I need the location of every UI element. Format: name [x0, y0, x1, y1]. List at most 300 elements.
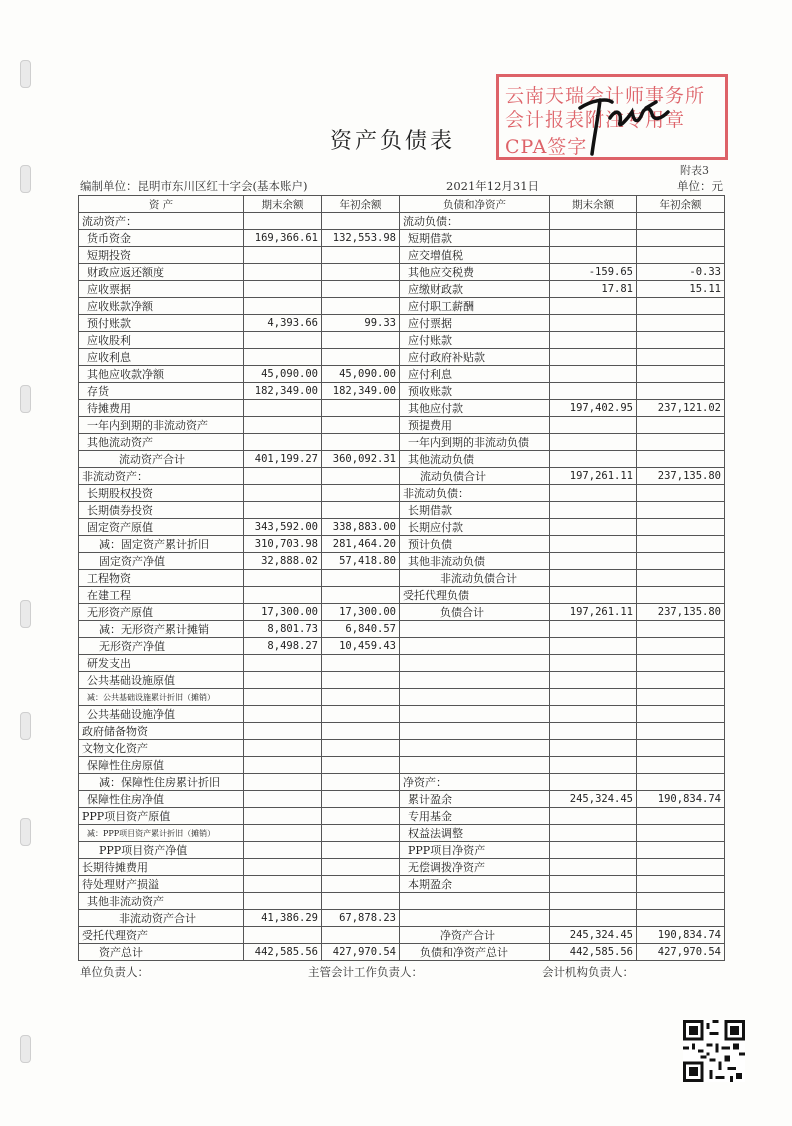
liability-ending-balance: [550, 383, 637, 400]
liability-beginning-balance: [637, 757, 725, 774]
liability-beginning-balance: 237,135.80: [637, 468, 725, 485]
liability-ending-balance: [550, 451, 637, 468]
asset-label: 短期投资: [79, 247, 244, 264]
liability-label: 流动负债：: [400, 213, 550, 230]
liability-beginning-balance: [637, 876, 725, 893]
liability-ending-balance: [550, 298, 637, 315]
liability-beginning-balance: [637, 247, 725, 264]
asset-beginning-balance: 6,840.57: [322, 621, 400, 638]
asset-label: 公共基础设施原值: [79, 672, 244, 689]
asset-ending-balance: 17,300.00: [244, 604, 322, 621]
asset-beginning-balance: [322, 570, 400, 587]
liability-ending-balance: 442,585.56: [550, 944, 637, 961]
table-row: [79, 332, 725, 349]
column-header: 期末余额: [244, 196, 322, 213]
asset-beginning-balance: [322, 791, 400, 808]
asset-ending-balance: 442,585.56: [244, 944, 322, 961]
liability-ending-balance: [550, 315, 637, 332]
liability-ending-balance: [550, 740, 637, 757]
table-row: [79, 774, 725, 791]
liability-ending-balance: [550, 485, 637, 502]
liability-ending-balance: [550, 876, 637, 893]
asset-ending-balance: [244, 689, 322, 706]
asset-ending-balance: [244, 655, 322, 672]
page-title: 资产负债表: [330, 129, 456, 154]
binder-hole: [20, 60, 31, 88]
asset-beginning-balance: [322, 213, 400, 230]
liability-ending-balance: [550, 655, 637, 672]
liability-ending-balance: 197,261.11: [550, 468, 637, 485]
table-row: [79, 298, 725, 315]
asset-label: 受托代理资产: [79, 927, 244, 944]
table-row: [79, 570, 725, 587]
liability-beginning-balance: [637, 553, 725, 570]
liability-label: 应付利息: [400, 366, 550, 383]
asset-beginning-balance: [322, 349, 400, 366]
liability-ending-balance: [550, 723, 637, 740]
asset-label: 非流动资产合计: [79, 910, 244, 927]
asset-label: 待处理财产损溢: [79, 876, 244, 893]
asset-ending-balance: [244, 825, 322, 842]
asset-ending-balance: [244, 706, 322, 723]
liability-ending-balance: [550, 859, 637, 876]
asset-label: 应收账款净额: [79, 298, 244, 315]
liability-label: [400, 757, 550, 774]
balance-sheet-table: [78, 195, 725, 961]
table-row: [79, 400, 725, 417]
asset-beginning-balance: [322, 740, 400, 757]
asset-beginning-balance: 10,459.43: [322, 638, 400, 655]
asset-label: PPP项目资产原值: [79, 808, 244, 825]
liability-beginning-balance: [637, 349, 725, 366]
binder-hole: [20, 712, 31, 740]
liability-ending-balance: 197,261.11: [550, 604, 637, 621]
liability-label: 应付票据: [400, 315, 550, 332]
asset-ending-balance: 8,801.73: [244, 621, 322, 638]
form-number: 附表3: [680, 164, 709, 177]
liability-label: 应付职工薪酬: [400, 298, 550, 315]
asset-ending-balance: [244, 927, 322, 944]
table-row: [79, 740, 725, 757]
liability-ending-balance: [550, 757, 637, 774]
column-header: 负债和净资产: [400, 196, 550, 213]
binder-hole: [20, 1035, 31, 1063]
asset-ending-balance: [244, 740, 322, 757]
liability-beginning-balance: [637, 842, 725, 859]
table-row: [79, 349, 725, 366]
liability-ending-balance: 245,324.45: [550, 791, 637, 808]
asset-beginning-balance: 360,092.31: [322, 451, 400, 468]
table-row: [79, 706, 725, 723]
liability-label: 其他应交税费: [400, 264, 550, 281]
asset-ending-balance: [244, 757, 322, 774]
table-row: [79, 825, 725, 842]
asset-ending-balance: [244, 672, 322, 689]
asset-label: 应收票据: [79, 281, 244, 298]
asset-label: 保障性住房净值: [79, 791, 244, 808]
liability-ending-balance: [550, 587, 637, 604]
asset-label: 长期股权投资: [79, 485, 244, 502]
liability-label: 受托代理负债: [400, 587, 550, 604]
binder-hole: [20, 165, 31, 193]
liability-beginning-balance: [637, 366, 725, 383]
liability-label: [400, 740, 550, 757]
table-row: [79, 519, 725, 536]
table-row: [79, 842, 725, 859]
stamp-line-2: 会计报表附注专用章: [505, 109, 686, 131]
asset-label: 减：无形资产累计摊销: [79, 621, 244, 638]
column-header: 资 产: [79, 196, 244, 213]
asset-label: 在建工程: [79, 587, 244, 604]
table-row: [79, 689, 725, 706]
table-row: [79, 587, 725, 604]
asset-ending-balance: 32,888.02: [244, 553, 322, 570]
liability-beginning-balance: [637, 621, 725, 638]
liability-beginning-balance: [637, 383, 725, 400]
table-row: [79, 213, 725, 230]
asset-beginning-balance: [322, 825, 400, 842]
asset-beginning-balance: 132,553.98: [322, 230, 400, 247]
signature: [572, 78, 682, 158]
table-row: [79, 264, 725, 281]
asset-ending-balance: [244, 213, 322, 230]
asset-ending-balance: [244, 859, 322, 876]
report-date: 2021年12月31日: [446, 179, 540, 193]
liability-label: 应交增值税: [400, 247, 550, 264]
liability-label: 负债合计: [400, 604, 550, 621]
asset-beginning-balance: 182,349.00: [322, 383, 400, 400]
liability-beginning-balance: [637, 740, 725, 757]
liability-label: PPP项目净资产: [400, 842, 550, 859]
liability-label: 应付政府补贴款: [400, 349, 550, 366]
liability-label: 其他应付款: [400, 400, 550, 417]
liability-ending-balance: [550, 774, 637, 791]
asset-label: 其他流动资产: [79, 434, 244, 451]
asset-ending-balance: 4,393.66: [244, 315, 322, 332]
asset-ending-balance: 182,349.00: [244, 383, 322, 400]
asset-ending-balance: [244, 349, 322, 366]
asset-label: 工程物资: [79, 570, 244, 587]
liability-ending-balance: [550, 570, 637, 587]
liability-beginning-balance: 190,834.74: [637, 927, 725, 944]
table-row: [79, 383, 725, 400]
liability-label: [400, 621, 550, 638]
asset-beginning-balance: 427,970.54: [322, 944, 400, 961]
liability-beginning-balance: [637, 213, 725, 230]
table-row: [79, 434, 725, 451]
liability-ending-balance: [550, 842, 637, 859]
liability-beginning-balance: [637, 655, 725, 672]
asset-beginning-balance: [322, 689, 400, 706]
asset-beginning-balance: [322, 842, 400, 859]
liability-beginning-balance: 237,135.80: [637, 604, 725, 621]
table-row: [79, 451, 725, 468]
liability-ending-balance: 17.81: [550, 281, 637, 298]
liability-ending-balance: [550, 910, 637, 927]
liability-beginning-balance: [637, 519, 725, 536]
asset-beginning-balance: [322, 587, 400, 604]
liability-ending-balance: [550, 519, 637, 536]
liability-ending-balance: [550, 893, 637, 910]
stamp-line-3: CPA签字: [505, 136, 588, 158]
liability-ending-balance: [550, 536, 637, 553]
table-row: [79, 247, 725, 264]
asset-beginning-balance: 45,090.00: [322, 366, 400, 383]
asset-label: 减：保障性住房累计折旧: [79, 774, 244, 791]
liability-beginning-balance: [637, 825, 725, 842]
table-header-row: [79, 196, 725, 213]
liability-label: 应缴财政款: [400, 281, 550, 298]
asset-label: 资产总计: [79, 944, 244, 961]
asset-label: 长期债券投资: [79, 502, 244, 519]
liability-beginning-balance: [637, 315, 725, 332]
stamp-line-1: 云南天瑞会计师事务所: [505, 85, 706, 107]
table-row: [79, 944, 725, 961]
asset-beginning-balance: [322, 298, 400, 315]
asset-ending-balance: [244, 264, 322, 281]
liability-ending-balance: [550, 230, 637, 247]
table-row: [79, 808, 725, 825]
liability-label: 长期应付款: [400, 519, 550, 536]
liability-beginning-balance: [637, 434, 725, 451]
asset-label: 待摊费用: [79, 400, 244, 417]
liability-ending-balance: [550, 247, 637, 264]
asset-ending-balance: 169,366.61: [244, 230, 322, 247]
asset-label: 一年内到期的非流动资产: [79, 417, 244, 434]
liability-beginning-balance: [637, 638, 725, 655]
asset-label: 保障性住房原值: [79, 757, 244, 774]
liability-ending-balance: [550, 349, 637, 366]
liability-ending-balance: [550, 706, 637, 723]
asset-label: 无形资产净值: [79, 638, 244, 655]
asset-ending-balance: 343,592.00: [244, 519, 322, 536]
asset-beginning-balance: [322, 502, 400, 519]
asset-ending-balance: [244, 774, 322, 791]
asset-ending-balance: 310,703.98: [244, 536, 322, 553]
liability-ending-balance: [550, 825, 637, 842]
table-row: [79, 723, 725, 740]
asset-beginning-balance: [322, 876, 400, 893]
liability-ending-balance: [550, 808, 637, 825]
liability-ending-balance: 197,402.95: [550, 400, 637, 417]
asset-ending-balance: [244, 570, 322, 587]
liability-label: 短期借款: [400, 230, 550, 247]
asset-beginning-balance: [322, 417, 400, 434]
asset-label: 减：固定资产累计折旧: [79, 536, 244, 553]
asset-label: 流动资产合计: [79, 451, 244, 468]
liability-beginning-balance: [637, 536, 725, 553]
asset-label: 减：公共基础设施累计折旧（摊销）: [79, 689, 244, 706]
asset-label: 政府储备物资: [79, 723, 244, 740]
liability-beginning-balance: [637, 587, 725, 604]
asset-label: 研发支出: [79, 655, 244, 672]
footer-accounting-head: 主管会计工作负责人：: [308, 965, 423, 979]
asset-ending-balance: [244, 417, 322, 434]
liability-label: 本期盈余: [400, 876, 550, 893]
asset-beginning-balance: [322, 672, 400, 689]
footer-accounting-org-head: 会计机构负责人：: [542, 965, 634, 979]
currency-unit: 单位：元: [677, 179, 723, 193]
table-row: [79, 927, 725, 944]
asset-label: 其他非流动资产: [79, 893, 244, 910]
liability-label: [400, 893, 550, 910]
asset-ending-balance: [244, 808, 322, 825]
asset-label: 长期待摊费用: [79, 859, 244, 876]
asset-beginning-balance: [322, 281, 400, 298]
liability-ending-balance: [550, 638, 637, 655]
liability-ending-balance: 245,324.45: [550, 927, 637, 944]
liability-beginning-balance: [637, 706, 725, 723]
liability-ending-balance: [550, 332, 637, 349]
liability-label: 一年内到期的非流动负债: [400, 434, 550, 451]
asset-ending-balance: 401,199.27: [244, 451, 322, 468]
liability-ending-balance: [550, 366, 637, 383]
liability-beginning-balance: [637, 672, 725, 689]
asset-ending-balance: [244, 332, 322, 349]
liability-ending-balance: [550, 213, 637, 230]
liability-label: 其他流动负债: [400, 451, 550, 468]
asset-label: 预付账款: [79, 315, 244, 332]
liability-label: [400, 689, 550, 706]
liability-beginning-balance: 237,121.02: [637, 400, 725, 417]
asset-ending-balance: [244, 468, 322, 485]
asset-label: 文物文化资产: [79, 740, 244, 757]
liability-beginning-balance: [637, 230, 725, 247]
liability-beginning-balance: [637, 808, 725, 825]
table-row: [79, 230, 725, 247]
asset-beginning-balance: 338,883.00: [322, 519, 400, 536]
liability-ending-balance: [550, 689, 637, 706]
liability-label: 负债和净资产总计: [400, 944, 550, 961]
liability-beginning-balance: 427,970.54: [637, 944, 725, 961]
table-row: [79, 791, 725, 808]
asset-beginning-balance: 67,878.23: [322, 910, 400, 927]
liability-label: [400, 638, 550, 655]
asset-ending-balance: 8,498.27: [244, 638, 322, 655]
liability-label: 预提费用: [400, 417, 550, 434]
liability-label: 流动负债合计: [400, 468, 550, 485]
liability-label: [400, 706, 550, 723]
table-row: [79, 536, 725, 553]
liability-label: 无偿调拨净资产: [400, 859, 550, 876]
table-row: [79, 638, 725, 655]
liability-label: 非流动负债：: [400, 485, 550, 502]
asset-beginning-balance: [322, 893, 400, 910]
asset-label: PPP项目资产净值: [79, 842, 244, 859]
asset-label: 应收股利: [79, 332, 244, 349]
asset-beginning-balance: [322, 264, 400, 281]
asset-ending-balance: [244, 791, 322, 808]
asset-beginning-balance: [322, 808, 400, 825]
liability-label: 预收账款: [400, 383, 550, 400]
table-row: [79, 417, 725, 434]
asset-ending-balance: 41,386.29: [244, 910, 322, 927]
binder-hole: [20, 600, 31, 628]
asset-ending-balance: [244, 723, 322, 740]
asset-beginning-balance: [322, 757, 400, 774]
liability-beginning-balance: [637, 570, 725, 587]
asset-label: 无形资产原值: [79, 604, 244, 621]
asset-label: 非流动资产：: [79, 468, 244, 485]
asset-beginning-balance: [322, 723, 400, 740]
liability-beginning-balance: [637, 451, 725, 468]
liability-beginning-balance: [637, 298, 725, 315]
asset-ending-balance: [244, 893, 322, 910]
asset-ending-balance: [244, 298, 322, 315]
liability-beginning-balance: [637, 723, 725, 740]
liability-label: 专用基金: [400, 808, 550, 825]
liability-ending-balance: -159.65: [550, 264, 637, 281]
table-row: [79, 468, 725, 485]
liability-beginning-balance: -0.33: [637, 264, 725, 281]
column-header: 年初余额: [322, 196, 400, 213]
asset-ending-balance: [244, 842, 322, 859]
liability-label: [400, 655, 550, 672]
asset-label: 减：PPP项目资产累计折旧（摊销）: [79, 825, 244, 842]
asset-beginning-balance: 17,300.00: [322, 604, 400, 621]
asset-label: 固定资产原值: [79, 519, 244, 536]
liability-beginning-balance: [637, 774, 725, 791]
liability-ending-balance: [550, 434, 637, 451]
table-row: [79, 553, 725, 570]
table-row: [79, 655, 725, 672]
table-row: [79, 757, 725, 774]
table-row: [79, 910, 725, 927]
table-row: [79, 315, 725, 332]
liability-label: 应付账款: [400, 332, 550, 349]
asset-beginning-balance: [322, 927, 400, 944]
asset-label: 货币资金: [79, 230, 244, 247]
liability-beginning-balance: [637, 859, 725, 876]
liability-label: [400, 723, 550, 740]
table-row: [79, 893, 725, 910]
liability-beginning-balance: [637, 417, 725, 434]
binder-hole: [20, 385, 31, 413]
asset-beginning-balance: [322, 247, 400, 264]
asset-ending-balance: [244, 587, 322, 604]
table-row: [79, 621, 725, 638]
asset-ending-balance: [244, 485, 322, 502]
liability-label: 净资产：: [400, 774, 550, 791]
liability-label: 其他非流动负债: [400, 553, 550, 570]
asset-beginning-balance: [322, 332, 400, 349]
asset-label: 其他应收款净额: [79, 366, 244, 383]
asset-ending-balance: [244, 434, 322, 451]
liability-ending-balance: [550, 621, 637, 638]
table-row: [79, 281, 725, 298]
liability-ending-balance: [550, 553, 637, 570]
asset-label: 流动资产：: [79, 213, 244, 230]
liability-label: 长期借款: [400, 502, 550, 519]
column-header: 年初余额: [637, 196, 725, 213]
liability-label: 权益法调整: [400, 825, 550, 842]
table-row: [79, 502, 725, 519]
asset-beginning-balance: 57,418.80: [322, 553, 400, 570]
asset-beginning-balance: [322, 468, 400, 485]
liability-label: 净资产合计: [400, 927, 550, 944]
preparing-unit: 编制单位：昆明市东川区红十字会(基本账户): [80, 179, 308, 193]
liability-beginning-balance: [637, 910, 725, 927]
liability-label: [400, 672, 550, 689]
liability-beginning-balance: [637, 689, 725, 706]
asset-ending-balance: 45,090.00: [244, 366, 322, 383]
liability-ending-balance: [550, 502, 637, 519]
liability-ending-balance: [550, 417, 637, 434]
asset-beginning-balance: 99.33: [322, 315, 400, 332]
table-row: [79, 672, 725, 689]
liability-ending-balance: [550, 672, 637, 689]
asset-label: 财政应返还额度: [79, 264, 244, 281]
